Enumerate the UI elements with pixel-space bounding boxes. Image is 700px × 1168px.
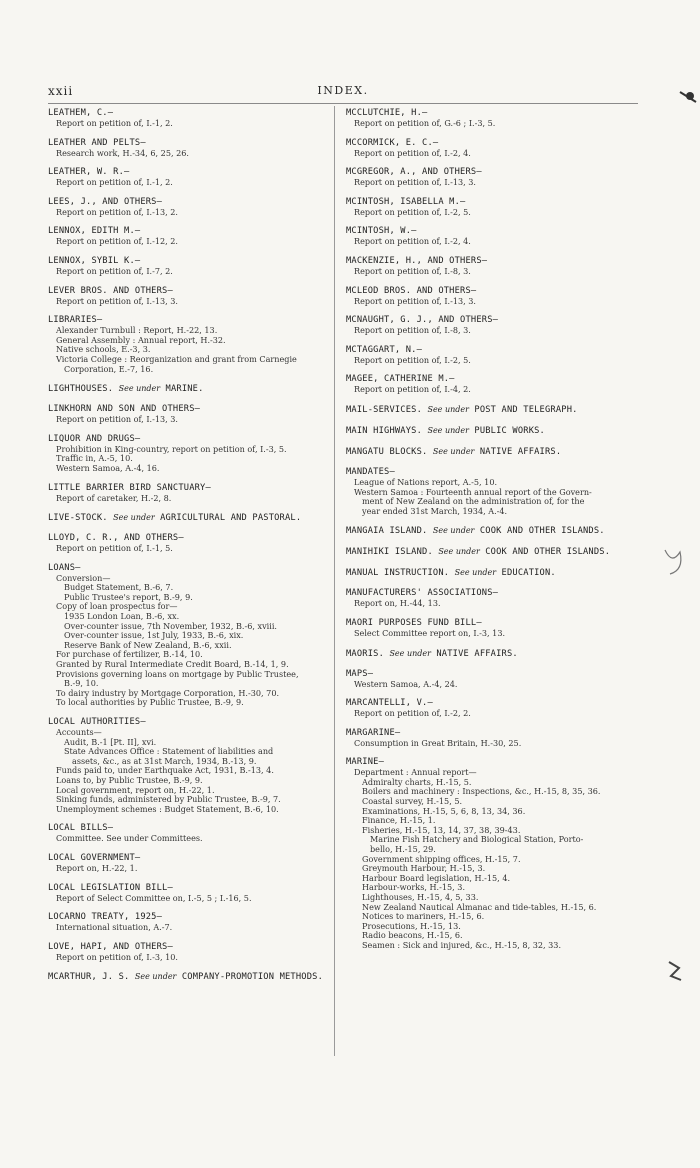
- index-entry: [48, 512, 333, 524]
- entry-subline: Report on petition of, I.-2, 4.: [354, 147, 471, 158]
- entry-subline: Corporation, E.-7, 16.: [64, 363, 154, 374]
- entry-subline: Report on petition of, I.-8, 3.: [354, 265, 471, 276]
- entry-heading-text: LEATHER, W. R.—: [48, 167, 130, 178]
- entry-heading: [346, 567, 636, 579]
- entry-subline: To local authorities by Public Trustee, B.-9, 9.: [56, 697, 244, 708]
- entry-subline: Greymouth Harbour, H.-15, 3.: [362, 863, 486, 874]
- cross-reference: EDUCATION.: [501, 568, 556, 579]
- entry-subline: Prohibition in King-country, report on petition of, I.-3, 5.: [56, 443, 287, 454]
- entry-subline: assets, &c., as at 31st March, 1934, B.-13, 9.: [72, 755, 257, 766]
- entry-subline: Report on petition of, G.-6 ; I.-3, 5.: [354, 118, 496, 128]
- entry-heading-text: LINKHORN AND SON AND OTHERS—: [48, 404, 201, 415]
- index-entry: [346, 286, 636, 307]
- entry-heading-text: MANIHIKI ISLAND.: [346, 547, 433, 558]
- entry-subline: Notices to mariners, H.-15, 6.: [362, 911, 485, 922]
- index-entry: [346, 226, 636, 247]
- index-entry: [346, 108, 636, 129]
- see-under-label: See under: [432, 446, 475, 456]
- entry-heading-text: MARGARINE—: [346, 727, 401, 738]
- entry-subline: Granted by Rural Intermediate Credit Board, B.-14, 1, 9.: [56, 659, 289, 670]
- scan-mark-bottom-right: [665, 956, 685, 986]
- entry-heading: [346, 446, 636, 458]
- entry-heading-text: LOCAL LEGISLATION BILL—: [48, 882, 173, 893]
- entry-heading-text: LEVER BROS. AND OTHERS—: [48, 285, 173, 296]
- entry-subline: Research work, H.-34, 6, 25, 26.: [56, 147, 189, 158]
- entry-subline: Western Samoa, A.-4, 24.: [354, 678, 458, 689]
- entry-heading: [48, 286, 333, 297]
- entry-subline: Finance, H.-15, 1.: [362, 815, 436, 826]
- entry-subline: Admiralty charts, H.-15, 5.: [362, 776, 472, 787]
- index-entry: [48, 315, 333, 374]
- entry-heading-text: MCINTOSH, ISABELLA M.—: [346, 196, 466, 207]
- entry-subline: Committee. See under Committees.: [56, 833, 203, 844]
- entry-heading: [346, 425, 636, 437]
- entry-subline: Report on petition of, I.-13, 3.: [56, 414, 178, 425]
- entry-heading-text: MACKENZIE, H., AND OTHERS—: [346, 255, 488, 266]
- entry-subline: Over-counter issue, 1st July, 1933, B.-6, xix.: [64, 630, 244, 641]
- entry-heading-text: LEES, J., AND OTHERS—: [48, 196, 163, 207]
- entry-subline: Report on petition of, I.-2, 5.: [354, 206, 471, 217]
- index-entry: [346, 425, 636, 437]
- column-divider: [334, 106, 335, 1056]
- index-entry: [346, 446, 636, 458]
- index-entry: [48, 256, 333, 277]
- index-entry: [346, 546, 636, 558]
- entry-heading-text: MCCORMICK, E. C.—: [346, 137, 439, 148]
- index-entry: [48, 167, 333, 188]
- entry-heading: [346, 404, 636, 416]
- entry-subline: Western Samoa, A.-4, 16.: [56, 462, 160, 473]
- entry-subline: Public Trustee's report, B.-9, 9.: [64, 591, 193, 602]
- see-under-label: See under: [118, 384, 161, 394]
- index-entry: [48, 434, 333, 474]
- index-entry: [346, 728, 636, 749]
- entry-heading-text: LEATHER AND PELTS—: [48, 137, 146, 148]
- entry-heading: [48, 383, 333, 395]
- right-column: [346, 108, 636, 960]
- index-entry: [48, 563, 333, 708]
- entry-subline: Alexander Turnbull : Report, H.-22, 13.: [56, 325, 218, 336]
- entry-subline: Reserve Bank of New Zealand, B.-6, xxii.: [64, 639, 232, 650]
- entry-heading-text: LIQUOR AND DRUGS—: [48, 433, 141, 444]
- entry-heading-text: MAGEE, CATHERINE M.—: [346, 374, 455, 385]
- entry-heading-text: MCNAUGHT, G. J., AND OTHERS—: [346, 315, 499, 326]
- entry-subline: State Advances Office : Statement of liabilities and: [64, 746, 274, 757]
- entry-subline: Budget Statement, B.-6, 7.: [64, 582, 174, 593]
- entry-heading-text: LIGHTHOUSES.: [48, 384, 114, 395]
- see-under-label: See under: [438, 547, 480, 557]
- entry-subline: Victoria College : Reorganization and grant from Carnegie: [56, 353, 297, 364]
- entry-subline: Report on petition of, I.-13, 3.: [56, 295, 178, 306]
- entry-subline: Prosecutions, H.-15, 13.: [362, 920, 461, 931]
- entry-heading: [48, 483, 333, 494]
- entry-subline: General Assembly : Annual report, H.-32.: [56, 334, 226, 345]
- index-entry: [346, 345, 636, 366]
- entry-heading-text: LITTLE BARRIER BIRD SANCTUARY—: [48, 482, 211, 493]
- entry-subline: Fisheries, H.-15, 13, 14, 37, 38, 39-43.: [362, 824, 521, 835]
- entry-subline: Accounts—: [56, 727, 102, 737]
- entry-subline: Report of caretaker, H.-2, 8.: [56, 492, 172, 503]
- cross-reference: PUBLIC WORKS.: [474, 425, 545, 436]
- index-entry: [48, 108, 333, 129]
- index-entry: [48, 823, 333, 844]
- cross-reference: MARINE.: [165, 384, 204, 395]
- entry-heading: [346, 669, 636, 680]
- entry-subline: Report on petition of, I.-4, 2.: [354, 384, 471, 395]
- index-entry: [48, 226, 333, 247]
- index-entry: [48, 533, 333, 554]
- cross-reference: COOK AND OTHER ISLANDS.: [485, 547, 611, 558]
- entry-subline: Lighthouses, H.-15, 4, 5, 33.: [362, 892, 479, 902]
- entry-subline: Report on petition of, I.-1, 2.: [56, 118, 173, 128]
- entry-subline: Seamen : Sick and injured, &c., H.-15, 8, 32, 33.: [362, 939, 562, 950]
- entry-subline: Report on petition of, I.-13, 3.: [354, 295, 476, 306]
- entry-subline: Report on petition of, I.-1, 5.: [56, 543, 173, 554]
- entry-heading-text: MANGATU BLOCKS.: [346, 446, 428, 457]
- entry-subline: For purchase of fertilizer, B.-14, 10.: [56, 649, 203, 660]
- entry-subline: Report on petition of, I.-12, 2.: [56, 236, 178, 247]
- index-entry: [48, 383, 333, 395]
- entry-heading-text: MANUFACTURERS' ASSOCIATIONS—: [346, 588, 499, 599]
- entry-subline: Report on petition of, I.-2, 5.: [354, 354, 471, 365]
- entry-subline: Over-counter issue, 7th November, 1932, B.-6, xviii.: [64, 620, 278, 631]
- see-under-label: See under: [427, 425, 469, 435]
- entry-subline: Report on petition of, I.-1, 2.: [56, 177, 173, 188]
- see-under-label: See under: [432, 526, 475, 536]
- entry-subline: Local government, report on, H.-22, 1.: [56, 784, 215, 795]
- entry-subline: Report on petition of, I.-7, 2.: [56, 265, 173, 276]
- index-entry: [48, 717, 333, 814]
- entry-subline: year ended 31st March, 1934, A.-4.: [362, 505, 508, 516]
- entry-heading-text: MCTAGGART, N.—: [346, 344, 423, 355]
- entry-subline: Audit, B.-1 [Pt. II], xvi.: [64, 736, 157, 747]
- index-entry: [346, 648, 636, 660]
- entry-heading-text: LOCAL GOVERNMENT—: [48, 852, 141, 863]
- entry-subline: Native schools, E.-3, 3.: [56, 344, 151, 355]
- index-entry: [48, 912, 333, 933]
- entry-subline: Examinations, H.-15, 5, 6, 8, 13, 34, 36.: [362, 805, 526, 816]
- entry-subline: International situation, A.-7.: [56, 922, 173, 933]
- header-rule: [48, 103, 638, 104]
- entry-subline: Sinking funds, administered by Public Trustee, B.-9, 7.: [56, 794, 281, 805]
- entry-heading-text: LOCAL BILLS—: [48, 823, 114, 834]
- entry-subline: B.-9, 10.: [64, 678, 99, 689]
- entry-subline: League of Nations report, A.-5, 10.: [354, 476, 498, 487]
- index-entry: [48, 404, 333, 425]
- entry-heading-text: MCINTOSH, W.—: [346, 226, 417, 237]
- entry-heading: [48, 883, 333, 894]
- entry-heading-text: MAIL-SERVICES.: [346, 404, 423, 415]
- index-entry: [346, 698, 636, 719]
- index-entry: [346, 669, 636, 690]
- index-entry: [346, 138, 636, 159]
- index-entry: [346, 525, 636, 537]
- see-under-label: See under: [389, 648, 431, 658]
- entry-subline: Report on petition of, I.-13, 3.: [354, 177, 476, 188]
- entry-heading-text: MCARTHUR, J. S.: [48, 972, 130, 983]
- cross-reference: POST AND TELEGRAPH.: [474, 404, 578, 415]
- entry-heading: [346, 546, 636, 558]
- entry-subline: Harbour Board legislation, H.-15, 4.: [362, 872, 511, 883]
- cross-reference: NATIVE AFFAIRS.: [479, 446, 562, 457]
- entry-heading-text: MANGAIA ISLAND.: [346, 526, 428, 537]
- entry-heading-text: MCLEOD BROS. AND OTHERS—: [346, 285, 477, 296]
- entry-heading-text: LENNOX, SYBIL K.—: [48, 255, 141, 266]
- entry-heading: [346, 286, 636, 297]
- see-under-label: See under: [113, 513, 155, 523]
- entry-subline: Report on petition of, I.-3, 10.: [56, 951, 178, 962]
- entry-subline: Marine Fish Hatchery and Biological Station, Porto-: [370, 834, 584, 845]
- entry-heading-text: MARINE—: [346, 757, 385, 768]
- entry-subline: 1935 London Loan, B.-6, xx.: [64, 611, 180, 622]
- entry-subline: Consumption in Great Britain, H.-30, 25.: [354, 737, 522, 748]
- entry-heading-text: LOCARNO TREATY, 1925—: [48, 912, 163, 923]
- entry-subline: Department : Annual report—: [354, 767, 477, 778]
- entry-heading-text: LENNOX, EDITH M.—: [48, 226, 141, 237]
- index-entry: [346, 167, 636, 188]
- see-under-label: See under: [134, 972, 177, 982]
- entry-subline: Copy of loan prospectus for—: [56, 601, 178, 612]
- index-entry: [346, 374, 636, 395]
- entry-heading-text: LIVE-STOCK.: [48, 513, 108, 524]
- entry-subline: bello, H.-15, 29.: [370, 844, 436, 855]
- entry-heading-text: MARCANTELLI, V.—: [346, 698, 433, 709]
- entry-heading-text: MANDATES—: [346, 466, 395, 477]
- entry-heading: [346, 138, 636, 149]
- left-column: [48, 108, 333, 992]
- entry-subline: Report on petition of, I.-13, 2.: [56, 206, 178, 217]
- page-title: INDEX.: [317, 84, 369, 97]
- entry-heading-text: MAPS—: [346, 668, 374, 679]
- entry-heading-text: LEATHEM, C.—: [48, 108, 114, 118]
- index-entry: [346, 588, 636, 609]
- entry-subline: Harbour-works, H.-15, 3.: [362, 882, 466, 893]
- index-entry: [346, 315, 636, 336]
- entry-heading: [48, 971, 333, 983]
- entry-heading-text: LOCAL AUTHORITIES—: [48, 717, 146, 727]
- entry-subline: Report on petition of, I.-8, 3.: [354, 325, 471, 336]
- entry-subline: Unemployment schemes : Budget Statement, B.-6, 10.: [56, 803, 279, 814]
- index-entry: [48, 883, 333, 904]
- index-entry: [346, 618, 636, 639]
- index-entry: [48, 197, 333, 218]
- entry-heading: [48, 512, 333, 524]
- entry-subline: ment of New Zealand on the administration of, for the: [362, 496, 585, 507]
- entry-subline: Government shipping offices, H.-15, 7.: [362, 853, 521, 864]
- page-header: [48, 84, 638, 100]
- entry-subline: Provisions governing loans on mortgage by Public Trustee,: [56, 668, 299, 679]
- entry-subline: Western Samoa : Fourteenth annual report of the Govern-: [354, 486, 592, 497]
- index-entry: [48, 138, 333, 159]
- entry-subline: Conversion—: [56, 572, 111, 583]
- entry-subline: Report on, H.-44, 13.: [354, 598, 441, 609]
- entry-heading: [346, 525, 636, 537]
- index-entry: [346, 467, 636, 516]
- index-entry: [48, 853, 333, 874]
- see-under-label: See under: [454, 568, 497, 578]
- entry-subline: Report on petition of, I.-2, 2.: [354, 708, 471, 719]
- entry-heading-text: MCGREGOR, A., AND OTHERS—: [346, 167, 482, 178]
- entry-heading-text: MAIN HIGHWAYS.: [346, 425, 423, 436]
- entry-subline: Report on petition of, I.-2, 4.: [354, 236, 471, 247]
- index-entry: [346, 567, 636, 579]
- entry-subline: Radio beacons, H.-15, 6.: [362, 930, 463, 941]
- entry-subline: New Zealand Nautical Almanac and tide-tables, H.-15, 6.: [362, 901, 597, 912]
- entry-heading-text: MCCLUTCHIE, H.—: [346, 108, 428, 118]
- index-entry: [48, 971, 333, 983]
- page-number: xxii: [48, 84, 74, 98]
- index-entry: [48, 942, 333, 963]
- entry-heading: [346, 648, 636, 660]
- entry-heading-text: LOVE, HAPI, AND OTHERS—: [48, 941, 173, 952]
- entry-heading-text: LOANS—: [48, 562, 81, 573]
- entry-heading-text: LIBRARIES—: [48, 315, 103, 326]
- cross-reference: COOK AND OTHER ISLANDS.: [479, 526, 605, 537]
- entry-subline: Traffic in, A.-5, 10.: [56, 453, 133, 464]
- entry-heading-text: LLOYD, C. R., AND OTHERS—: [48, 533, 184, 544]
- entry-subline: Report of Select Committee on, I.-5, 5 ; I.-16, 5.: [56, 892, 252, 903]
- entry-subline: To dairy industry by Mortgage Corporation, H.-30, 70.: [56, 687, 280, 698]
- index-entry: [48, 483, 333, 504]
- cross-reference: COMPANY-PROMOTION METHODS.: [181, 972, 324, 983]
- entry-subline: Funds paid to, under Earthquake Act, 1931, B.-13, 4.: [56, 765, 274, 776]
- entry-subline: Report on, H.-22, 1.: [56, 862, 138, 873]
- index-entry: [48, 286, 333, 307]
- entry-subline: Select Committee report on, I.-3, 13.: [354, 627, 506, 638]
- entry-heading-text: MAORIS.: [346, 648, 385, 659]
- entry-heading-text: MANUAL INSTRUCTION.: [346, 568, 450, 579]
- index-entry: [346, 404, 636, 416]
- index-entry: [346, 757, 636, 950]
- index-entry: [346, 256, 636, 277]
- see-under-label: See under: [427, 404, 469, 414]
- entry-subline: Boilers and machinery : Inspections, &c., H.-15, 8, 35, 36.: [362, 786, 601, 797]
- entry-subline: Coastal survey, H.-15, 5.: [362, 796, 463, 807]
- scan-mark-right: [660, 540, 690, 580]
- index-entry: [346, 197, 636, 218]
- cross-reference: AGRICULTURAL AND PASTORAL.: [160, 513, 302, 524]
- entry-heading-text: MAORI PURPOSES FUND BILL—: [346, 617, 482, 628]
- entry-subline: Loans to, by Public Trustee, B.-9, 9.: [56, 774, 203, 785]
- entry-heading: [48, 138, 333, 149]
- cross-reference: NATIVE AFFAIRS.: [436, 648, 518, 659]
